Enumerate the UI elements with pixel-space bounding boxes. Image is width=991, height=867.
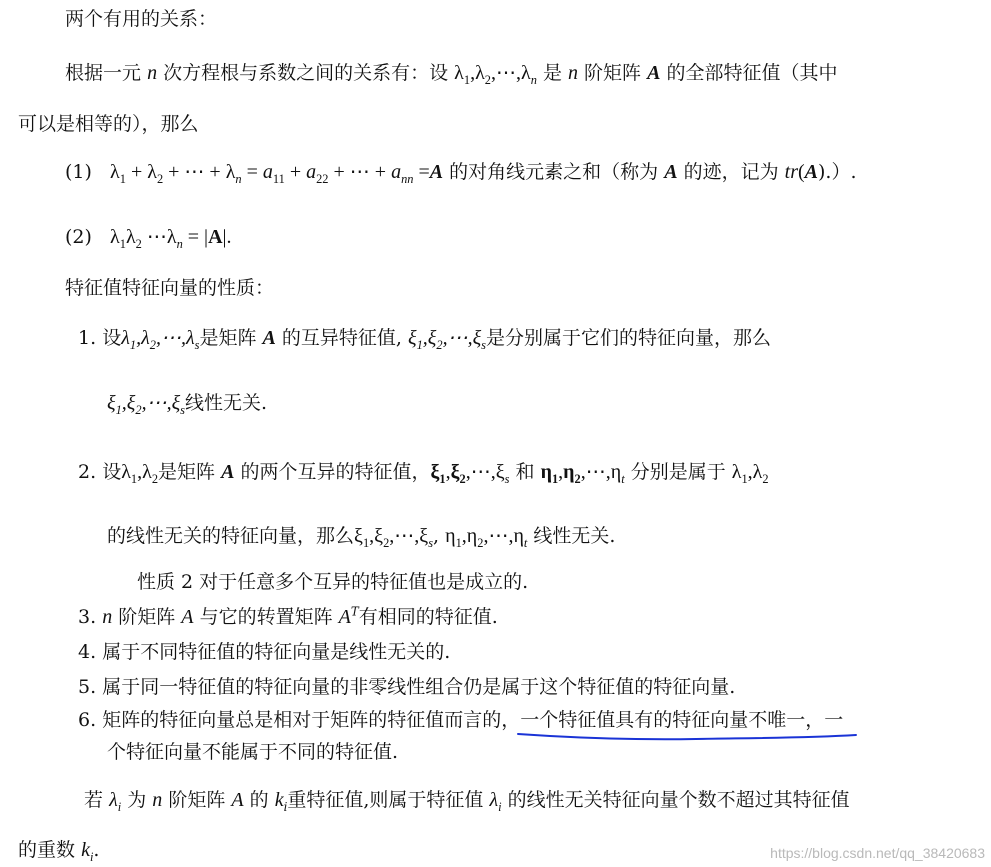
- watermark-url: https://blog.csdn.net/qq_38420683: [770, 845, 985, 861]
- relation-determinant: (2) $\lambda_1\lambda_2$ $\cdots\lambda_n = |A|$.: [65, 226, 232, 251]
- handwritten-underline: [516, 730, 861, 744]
- property-1-line2: $\xi_1,\xi_2,\cdots,\xi_s$线性无关.: [107, 392, 268, 417]
- paragraph-vieta-intro: 根据一元 n 次方程根与系数之间的关系有：设 $\lambda_1,\lambda_2,\cdots,\lambda_n$ 是 n 阶矩阵 A 的全部特征值（其中: [65, 62, 838, 87]
- paragraph-multiplicity: 若 $\lambda_i$ 为 n 阶矩阵 A 的 $k_i$重特征值,则属于特征值 $\lambda_i$ 的线性无关特征向量个数不超过其特征值: [84, 789, 850, 814]
- heading-properties: 特征值特征向量的性质：: [65, 277, 275, 299]
- property-2-note: 性质 2 对于任意多个互异的特征值也是成立的.: [137, 571, 529, 593]
- property-3: 3. n 阶矩阵 A 与它的转置矩阵 $A^T$有相同的特征值.: [78, 604, 498, 628]
- property-6-line2: 个特征向量不能属于不同的特征值.: [107, 741, 399, 763]
- xi-sequence: $\xi_1,\xi_2,\cdots,\xi_s$: [408, 327, 486, 352]
- paragraph-multiplicity-line2: 的重数 $k_i$.: [18, 839, 100, 864]
- highlighted-phrase: 一个特征值具有的特征向量不唯一: [520, 708, 805, 732]
- property-1: 1. 设$\lambda_1,\lambda_2,\cdots,\lambda_s$是矩阵 A 的互异特征值, $\xi_1,\xi_2,\cdots,\xi_s$是分别属于它们的特征向量，那么: [78, 327, 771, 352]
- xi-bold-sequence: $\xi_1,\xi_2,\cdots,\xi_s$: [430, 461, 510, 486]
- trace-formula: $\lambda_1 + \lambda_2$ + ⋯ + $\lambda_n = a_{11} + a_{22}$ + ⋯ + $a_{nn} =A$: [110, 161, 444, 186]
- lambda-s-sequence: $\lambda_1,\lambda_2,\cdots,\lambda_s$: [121, 327, 200, 352]
- eta-sequence: $\eta_1,\eta_2,\cdots,\eta_t$: [540, 461, 625, 486]
- property-4: 4. 属于不同特征值的特征向量是线性无关的.: [78, 641, 451, 663]
- property-6: 6. 矩阵的特征向量总是相对于矩阵的特征值而言的，一个特征值具有的特征向量不唯一 ，一: [78, 708, 843, 732]
- property-2: 2. 设$\lambda_1,\lambda_2$是矩阵 A 的两个互异的特征值，$\xi_1,\xi_2,\cdots,\xi_s$ 和 $\eta_1,\eta_2,\cdots,\eta_t$ 分别是属于 $\lambda_1,\lambda_2$: [78, 461, 769, 486]
- property-2-line2: 的线性无关的特征向量，那么$\xi_1,\xi_2,\cdots,\xi_s$, $\eta_1,\eta_2,\cdots,\eta_t$ 线性无关.: [107, 525, 616, 550]
- property-5: 5. 属于同一特征值的特征向量的非零线性组合仍是属于这个特征值的特征向量.: [78, 676, 736, 698]
- lambda-sequence: $\lambda_1,\lambda_2,\cdots,\lambda_n$: [454, 62, 537, 87]
- paragraph-vieta-line2: 可以是相等的），那么: [18, 113, 199, 135]
- relation-trace: (1) $\lambda_1 + \lambda_2$ + ⋯ + $\lambda_n = a_{11} + a_{22}$ + ⋯ + $a_{nn} =A$ 的对角线元素之和（称为 A 的迹，记为 tr(A).）.: [65, 161, 857, 186]
- determinant-formula: $\lambda_1\lambda_2$ $\cdots\lambda_n = |A|$.: [110, 226, 232, 251]
- heading-useful-relations: 两个有用的关系：: [65, 8, 218, 30]
